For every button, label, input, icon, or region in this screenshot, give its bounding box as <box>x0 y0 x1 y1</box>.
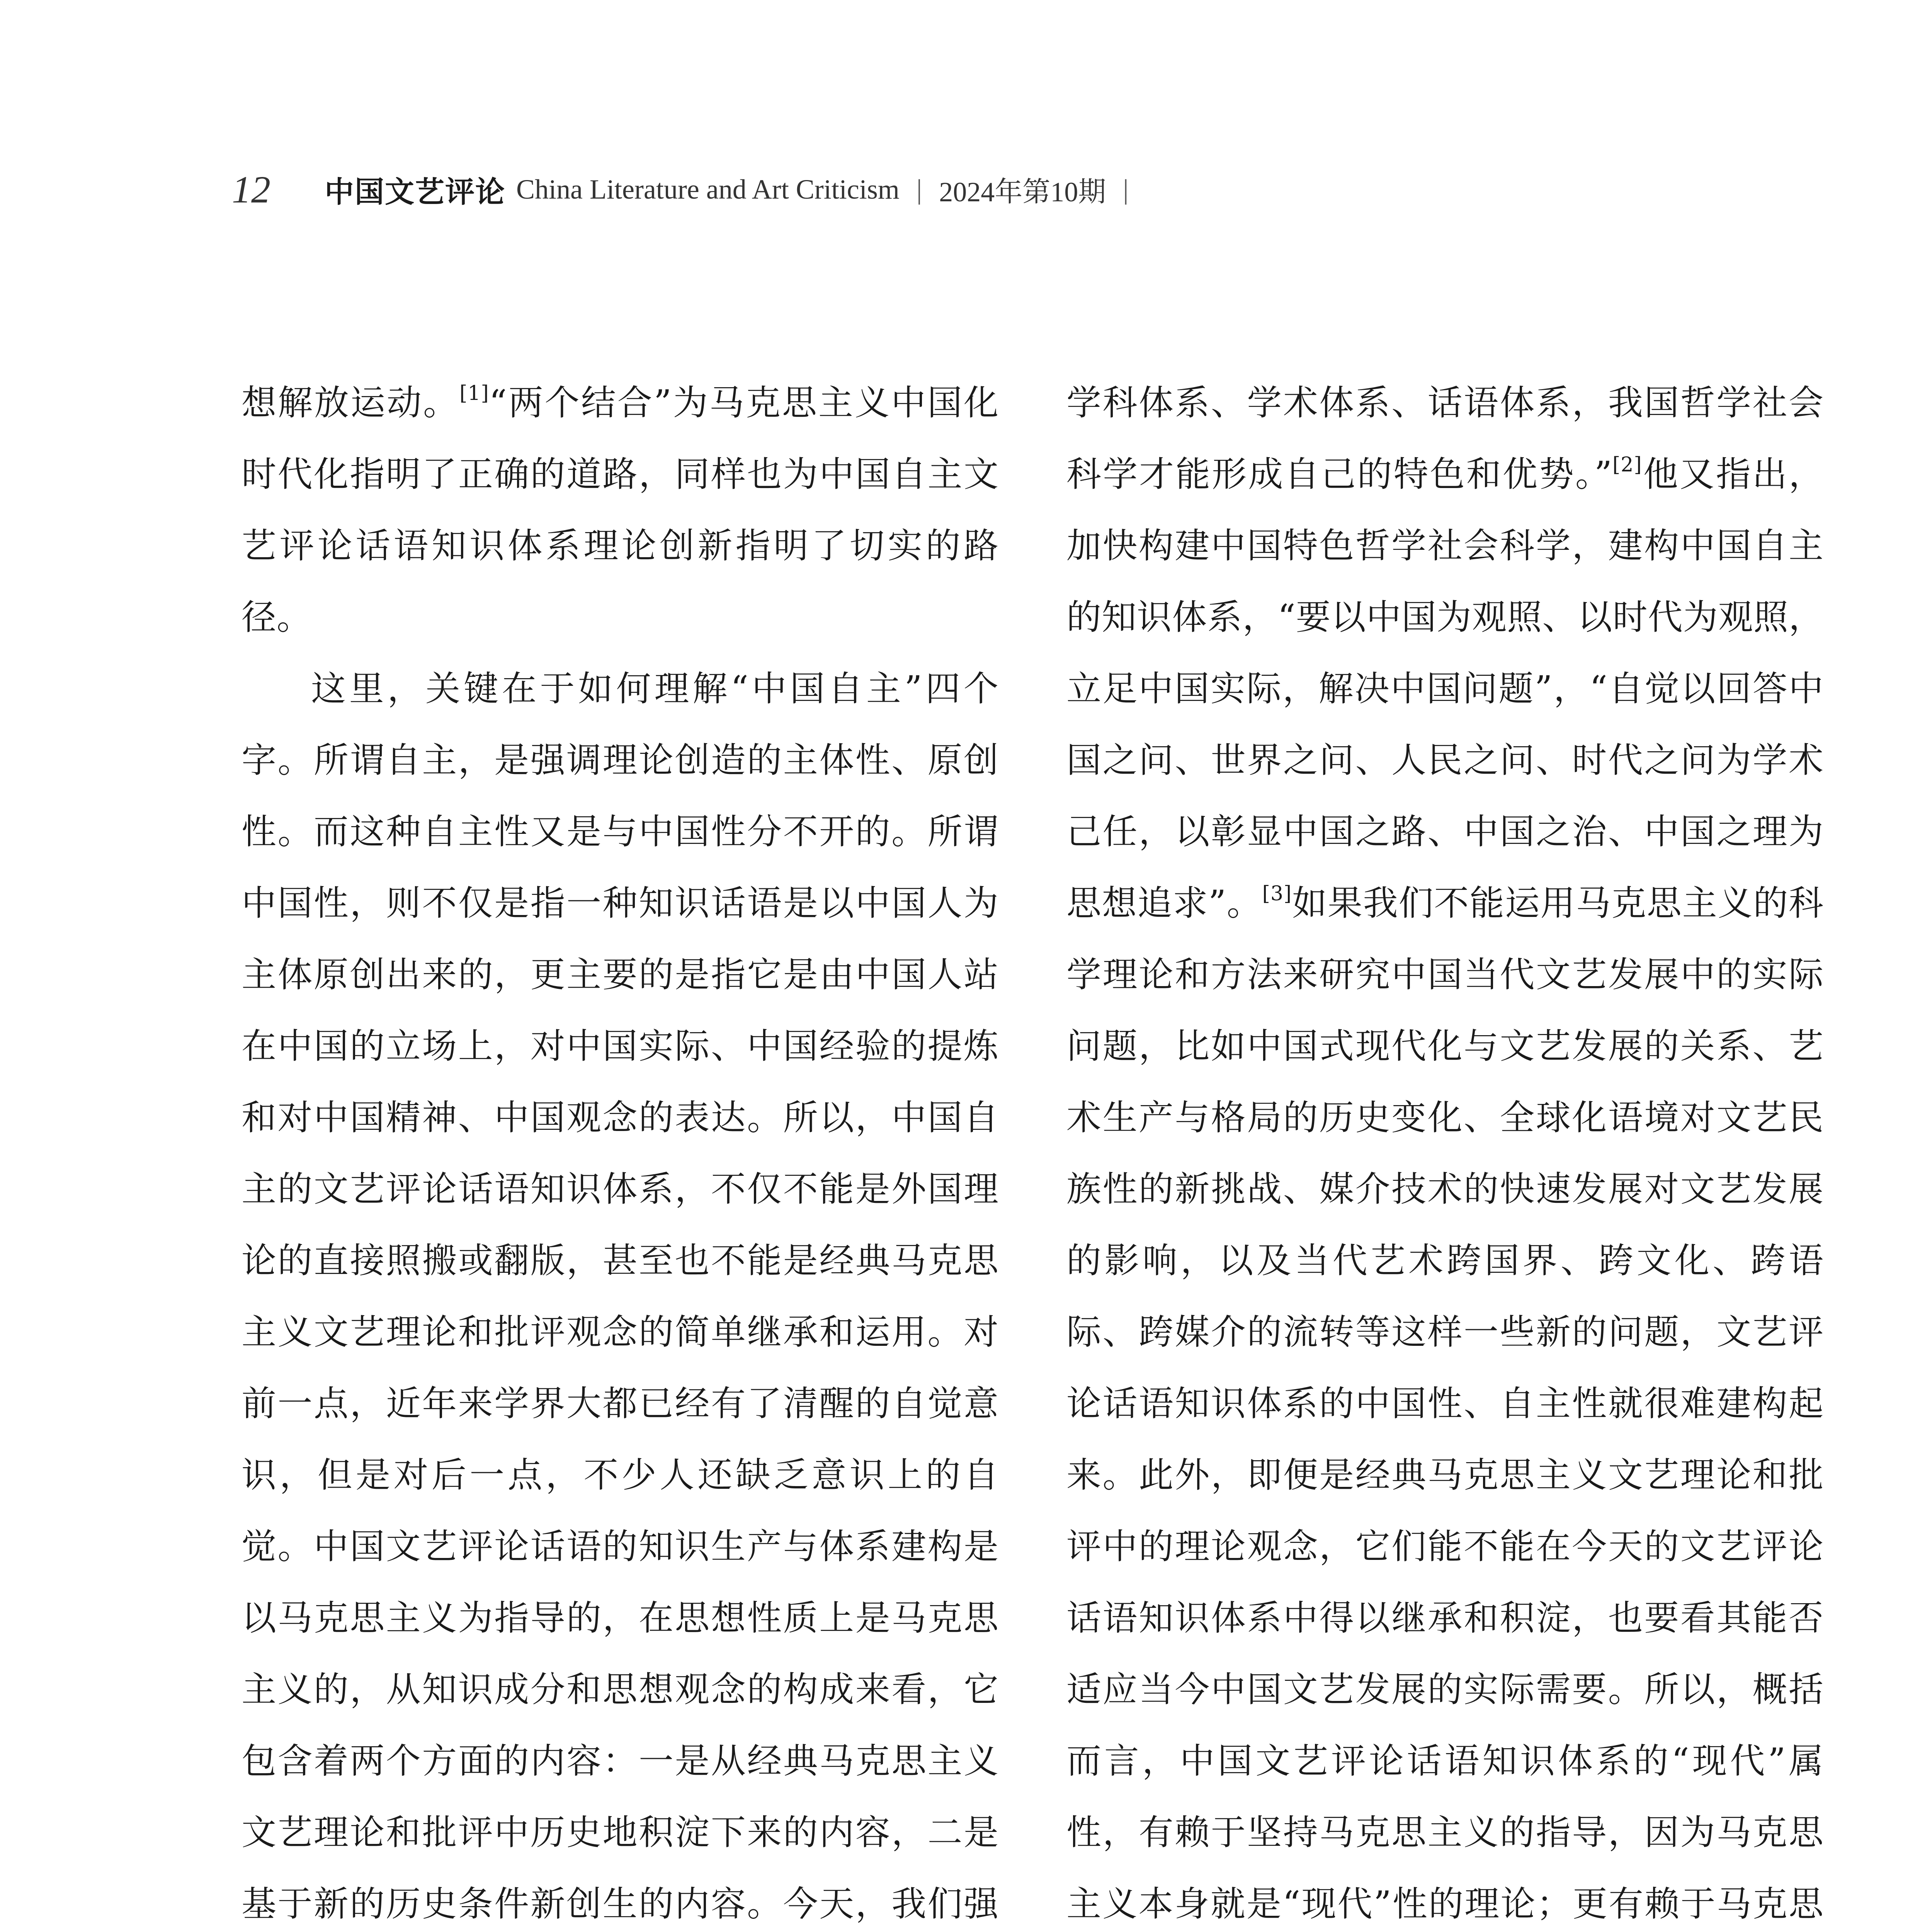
journal-title-en: China Literature and Art Criticism <box>516 173 900 205</box>
text-run: 想解放运动。 <box>242 383 460 423</box>
footnote-ref-1[interactable]: [1] <box>459 382 489 405</box>
footnote-ref-2[interactable]: [2] <box>1612 453 1642 476</box>
paragraph-continued <box>242 367 999 653</box>
header-separator-end: | <box>1123 173 1129 205</box>
right-column <box>1066 367 1824 1932</box>
text-run: 他又指出，加快构建中国特色哲学社会科学，建构中国自主的知识体系，“要以中国为观照、以时代为观照，立足中国实际，解决中国问题”，“自觉以回答中国之问、世界之问、人民之问、时代之问为学术己任，以彰显中国之路、中国之治、中国之理为思想追求”。 <box>1066 454 1824 923</box>
footnote-ref-3[interactable]: [3] <box>1262 882 1292 905</box>
issue-label: 2024年第10期 <box>939 177 1106 207</box>
paragraph-continued <box>1066 367 1824 1932</box>
page-number: 12 <box>232 168 270 211</box>
text-run: 如果我们不能运用马克思主义的科学理论和方法来研究中国当代文艺发展中的实际问题，比如中国式现代化与文艺发展的关系、艺术生产与格局的历史变化、全球化语境对文艺民族性的新挑战、媒介技术的快速发展对文艺发展的影响，以及当代艺术跨国界、跨文化、跨语际、跨媒介的流转等这样一些新的问题，文艺评论话语知识体系的中国性、自主性就很难建构起来。此外，即便是经典马克思主义文艺理论和批评中的理论观念，它们能不能在今天的文艺评论话语知识体系中得以继承和积淀，也要看其能否适应当今中国文艺发展的实际需要。所以，概括而言，中国文艺评论话语知识体系的“现代”属性，有赖于坚持马克思主义的指导，因为马克思主义本身就是“现代”性的理论；更有赖于马克思 <box>1066 883 1824 1924</box>
journal-title-cn: 中国文艺评论 <box>325 174 505 209</box>
running-header <box>232 162 1855 216</box>
text-run: “两个结合”为马克思主义中国化时代化指明了正确的道路，同样也为中国自主文艺评论话语知识体系理论创新指明了切实的路径。 <box>242 383 999 638</box>
header-separator: | <box>916 173 922 205</box>
paragraph: 这里，关键在于如何理解“中国自主”四个字。所谓自主，是强调理论创造的主体性、原创性。而这种自主性又是与中国性分不开的。所谓中国性，则不仅是指一种知识话语是以中国人为主体原创出来的，更主要的是指它是由中国人站在中国的立场上，对中国实际、中国经验的提炼和对中国精神、中国观念的表达。所以，中国自主的文艺评论话语知识体系，不仅不能是外国理论的直接照搬或翻版，甚至也不能是经典马克思主义文艺理论和批评观念的简单继承和运用。对前一点，近年来学界大都已经有了清醒的自觉意识，但是对后一点，不少人还缺乏意识上的自觉。中国文艺评论话语的知识生产与体系建构是以马克思主义为指导的，在思想性质上是马克思主义的，从知识成分和思想观念的构成来看，它包含着两个方面的内容：一是从经典马克思主义文艺理论和批评中历史地积淀下来的内容，二是基于新的历史条件新创生的内容。今天，我们强 <box>242 668 999 1924</box>
left-column <box>242 367 999 1932</box>
text-run: 学科体系、学术体系、话语体系，我国哲学社会科学才能形成自己的特色和优势。” <box>1066 383 1824 495</box>
